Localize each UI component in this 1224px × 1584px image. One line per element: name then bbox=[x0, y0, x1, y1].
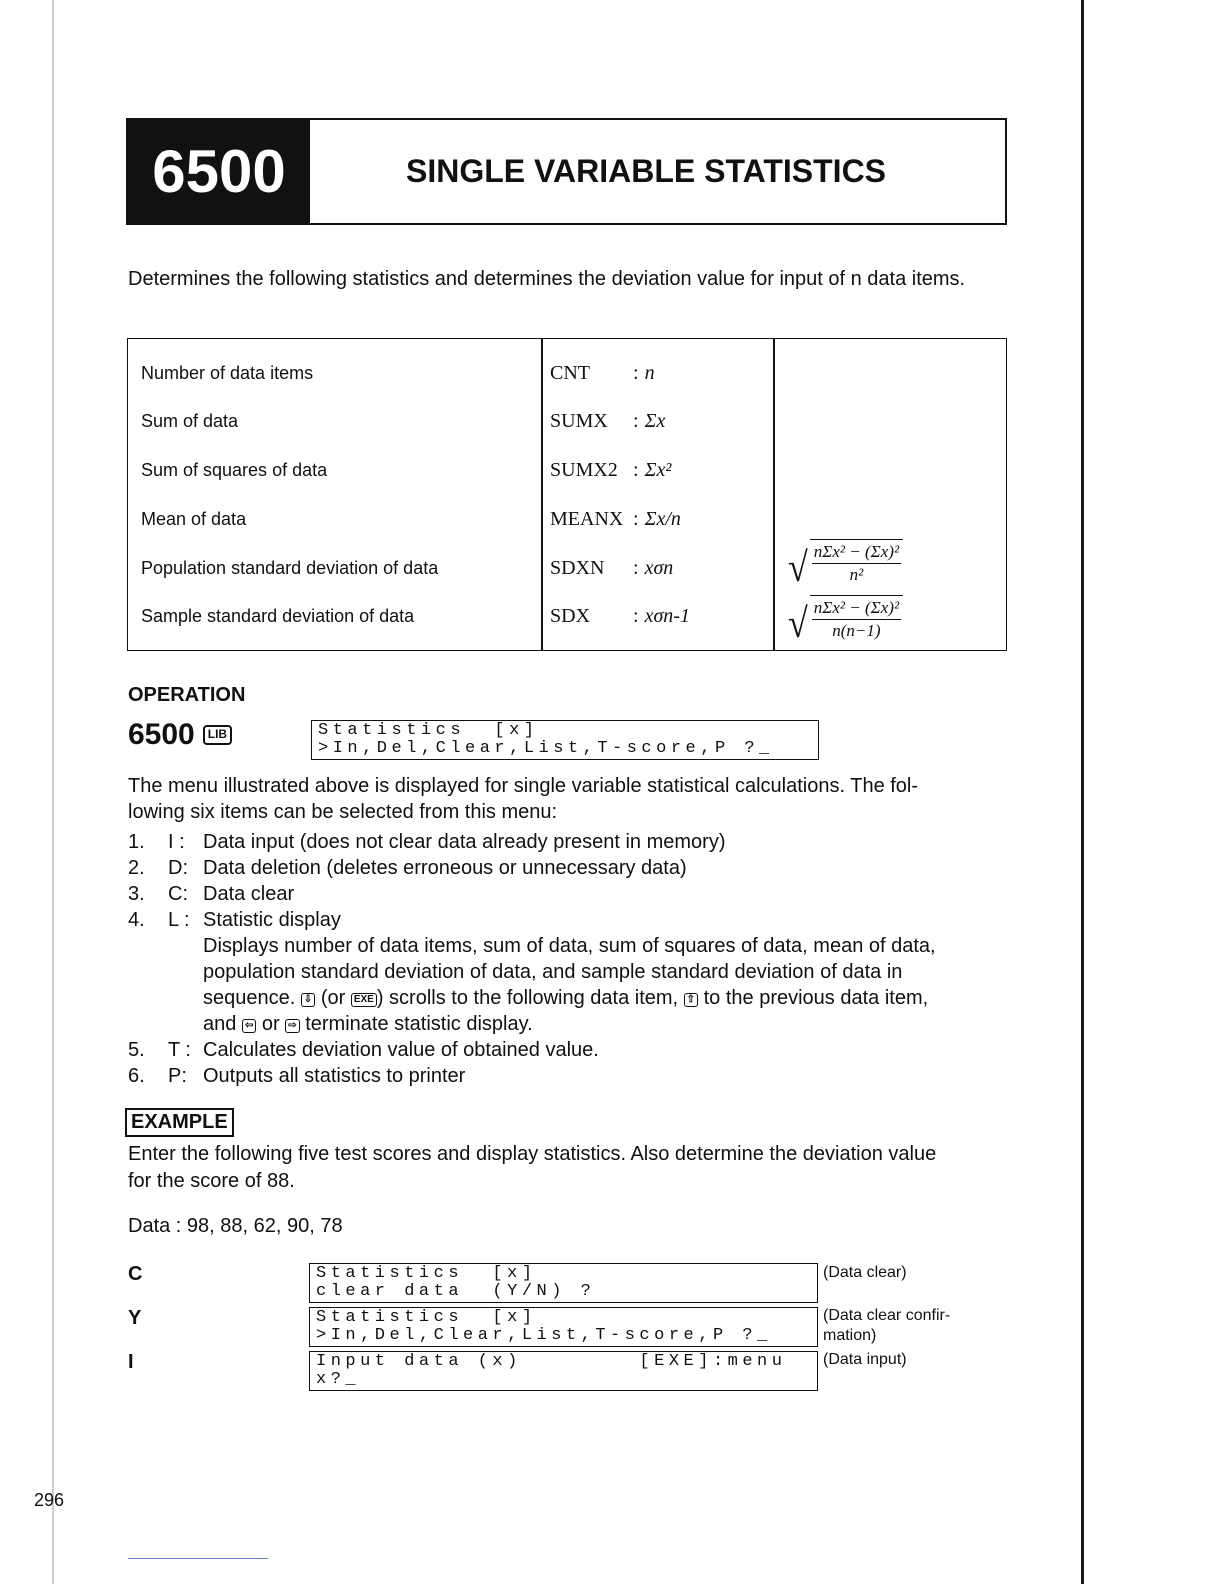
table-row bbox=[128, 351, 1006, 399]
sample-sd-formula bbox=[788, 595, 903, 646]
menu-paragraph-line: The menu illustrated above is displayed for single variable statistical calculations. The fol- bbox=[128, 775, 919, 797]
lcd-line: x?_ bbox=[316, 1370, 361, 1389]
step-key-c: C bbox=[128, 1263, 143, 1285]
program-number: 6500 bbox=[128, 718, 195, 751]
example-label: EXAMPLE bbox=[125, 1108, 234, 1137]
right-arrow-key-icon: ⇨ bbox=[285, 1019, 299, 1033]
up-arrow-key-icon: ⇧ bbox=[684, 993, 698, 1007]
example-text-line: Enter the following five test scores and display statistics. Also determine the deviation value bbox=[128, 1143, 937, 1165]
list-item-detail: population standard deviation of data, and sample standard deviation of data in bbox=[203, 961, 903, 983]
lcd-line: Statistics [x] bbox=[316, 1308, 537, 1327]
stat-description: Sum of data bbox=[141, 411, 239, 431]
list-item: 5. T : Calculates deviation value of obtained value. bbox=[128, 1039, 599, 1061]
down-arrow-key-icon: ⇩ bbox=[301, 993, 315, 1007]
example-text-line: for the score of 88. bbox=[128, 1170, 295, 1192]
step-note: (Data clear) bbox=[823, 1264, 907, 1281]
lcd-display-clear bbox=[309, 1263, 818, 1303]
left-arrow-key-icon: ⇦ bbox=[242, 1019, 256, 1033]
right-binding-edge bbox=[1081, 0, 1084, 1584]
lcd-line: >In,Del,Clear,List,T-score,P ?_ bbox=[318, 739, 774, 758]
list-item: 6. P: Outputs all statistics to printer bbox=[128, 1065, 466, 1087]
list-item-detail: Displays number of data items, sum of data, sum of squares of data, mean of data, bbox=[203, 935, 936, 957]
menu-paragraph-line: lowing six items can be selected from this menu: bbox=[128, 801, 558, 823]
stat-formula: : n bbox=[633, 362, 655, 384]
lcd-line: Statistics [x] bbox=[316, 1264, 537, 1283]
table-row bbox=[128, 399, 1006, 447]
stat-description: Number of data items bbox=[141, 363, 314, 383]
lcd-line: >In,Del,Clear,List,T-score,P ?_ bbox=[316, 1326, 772, 1345]
intro-text: Determines the following statistics and determines the deviation value for input of n data items. bbox=[128, 268, 966, 290]
square-root-sign: √ bbox=[788, 544, 808, 590]
lcd-display-input bbox=[309, 1351, 818, 1391]
population-sd-formula bbox=[788, 539, 903, 590]
stat-description: Sum of squares of data bbox=[141, 460, 328, 480]
page-number: 296 bbox=[34, 1490, 65, 1510]
lcd-display-confirm bbox=[309, 1307, 818, 1347]
stat-description: Population standard deviation of data bbox=[141, 558, 439, 578]
menu-item-list bbox=[128, 829, 1008, 1089]
stat-name: MEANX bbox=[550, 508, 624, 530]
list-item-detail: sequence. ⇩ (or EXE ) scrolls to the following data item, ⇧ to the previous data item, bbox=[203, 987, 929, 1009]
table-row bbox=[128, 448, 1006, 496]
section-title: SINGLE VARIABLE STATISTICS bbox=[406, 153, 887, 189]
stat-name: SDXN bbox=[550, 557, 605, 579]
lcd-line: clear data (Y/N) ? bbox=[316, 1282, 596, 1301]
table-row bbox=[128, 497, 1006, 545]
stat-description: Mean of data bbox=[141, 509, 247, 529]
square-root-sign: √ bbox=[788, 600, 808, 646]
step-note: (Data input) bbox=[823, 1351, 907, 1368]
step-key-y: Y bbox=[128, 1307, 142, 1329]
fraction-denominator: n(n−1) bbox=[832, 621, 881, 640]
stat-formula: : xσn-1 bbox=[633, 605, 690, 627]
stat-formula: : xσn bbox=[633, 557, 674, 579]
stat-formula: : Σx bbox=[633, 410, 666, 432]
step-key-i: I bbox=[128, 1351, 134, 1373]
lcd-display-menu bbox=[311, 720, 819, 760]
fraction-numerator: nΣx² − (Σx)² bbox=[812, 598, 901, 620]
list-item: 4. L : Statistic display bbox=[128, 909, 341, 931]
lcd-line: Input data (x) [EXE]:menu bbox=[316, 1352, 787, 1371]
stat-name: SUMX2 bbox=[550, 459, 618, 481]
stat-name: SDX bbox=[550, 605, 591, 627]
stat-formula: : Σx² bbox=[633, 459, 672, 481]
section-header bbox=[126, 118, 1007, 225]
fraction bbox=[810, 539, 903, 585]
section-code: 6500 bbox=[128, 120, 310, 223]
fraction-denominator: n² bbox=[849, 565, 864, 584]
lib-key-icon: LIB bbox=[203, 725, 232, 744]
list-item: 1. I : Data input (does not clear data already present in memory) bbox=[128, 831, 726, 853]
stat-name: SUMX bbox=[550, 410, 608, 432]
list-item: 2. D: Data deletion (deletes erroneous or unnecessary data) bbox=[128, 857, 687, 879]
fraction-numerator: nΣx² − (Σx)² bbox=[812, 542, 901, 564]
stat-formula: : Σx/n bbox=[633, 508, 681, 530]
lcd-line: Statistics [x] bbox=[318, 721, 539, 740]
list-item-detail: and ⇦ or ⇨ terminate statistic display. bbox=[203, 1013, 533, 1035]
stat-name: CNT bbox=[550, 362, 590, 384]
footer-rule bbox=[128, 1558, 268, 1559]
list-item: 3. C: Data clear bbox=[128, 883, 295, 905]
step-note: (Data clear confir- mation) bbox=[823, 1307, 951, 1344]
example-data: Data : 98, 88, 62, 90, 78 bbox=[128, 1215, 343, 1237]
left-margin-line bbox=[52, 0, 54, 1584]
operation-heading: OPERATION bbox=[128, 684, 246, 706]
statistics-table bbox=[127, 338, 1007, 651]
fraction bbox=[810, 595, 903, 641]
exe-key-icon: EXE bbox=[351, 993, 377, 1007]
operation-code bbox=[128, 718, 232, 752]
stat-description: Sample standard deviation of data bbox=[141, 606, 415, 626]
